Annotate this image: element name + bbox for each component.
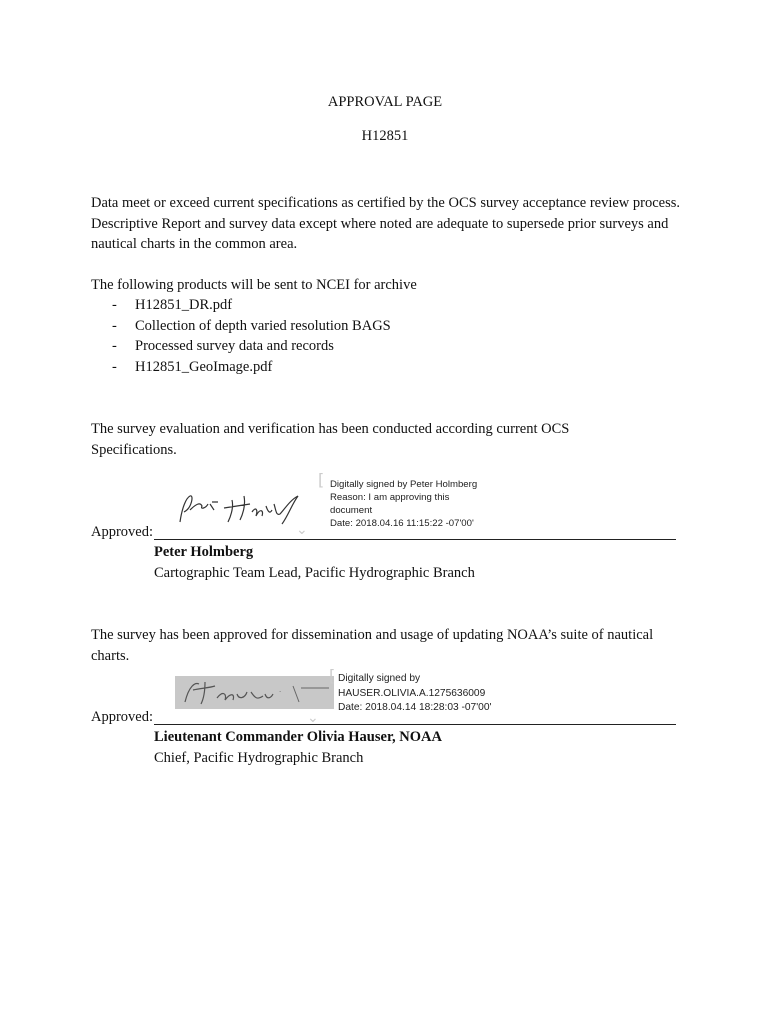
- list-item: - Collection of depth varied resolution BAGS: [112, 317, 391, 334]
- signer-title: Chief, Pacific Hydrographic Branch: [154, 750, 364, 766]
- list-item: - H12851_DR.pdf: [112, 297, 233, 313]
- list-item: - H12851_GeoImage.pdf: [112, 358, 273, 375]
- sig-field-mark-icon: ⌄: [307, 710, 319, 726]
- digital-signature-text: Digitally signed by Peter Holmberg Reason: I am approving this document Date: 2018.04.16 11:15:22 -07'00': [330, 479, 478, 529]
- archive-list: [91, 295, 391, 377]
- sig-field-mark-icon: ⌄: [296, 522, 308, 538]
- certification-paragraph: Data meet or exceed current specifications as certified by the OCS survey acceptance review process. Descriptive Report and survey data except where noted are adequate to supersede prior surveys and nautical charts in the common area.: [91, 195, 680, 252]
- sig-field-mark-icon: [: [318, 470, 325, 489]
- approval-block-2: [0, 666, 770, 776]
- digital-signature-text: Digitally signed by HAUSER.OLIVIA.A.1275636009 Date: 2018.04.14 18:28:03 -07'00': [338, 673, 492, 713]
- signature-line: [154, 724, 676, 725]
- archive-intro: The following products will be sent to NCEI for archive: [91, 277, 417, 293]
- handwritten-signature-icon: [175, 676, 334, 709]
- signer-title: Cartographic Team Lead, Pacific Hydrographic Branch: [154, 565, 475, 581]
- dissemination-paragraph: The survey has been approved for dissemination and usage of updating NOAA’s suite of nautical charts.: [91, 627, 654, 664]
- page-title: APPROVAL PAGE: [327, 94, 443, 110]
- signer-name: Lieutenant Commander Olivia Hauser, NOAA: [154, 729, 442, 745]
- sig-field-mark-icon: [: [329, 666, 336, 685]
- approved-label: Approved:: [91, 524, 154, 540]
- signature-line: [154, 539, 676, 540]
- survey-id: H12851: [361, 128, 409, 144]
- approval-block-1: [0, 470, 770, 590]
- signature-image: [175, 676, 334, 709]
- list-item: - Processed survey data and records: [112, 338, 334, 354]
- svg-text:.: .: [279, 685, 282, 694]
- evaluation-paragraph: The survey evaluation and verification has been conducted according current OCS Specifications.: [91, 421, 570, 458]
- signer-name: Peter Holmberg: [154, 544, 254, 560]
- approved-label: Approved:: [91, 709, 154, 725]
